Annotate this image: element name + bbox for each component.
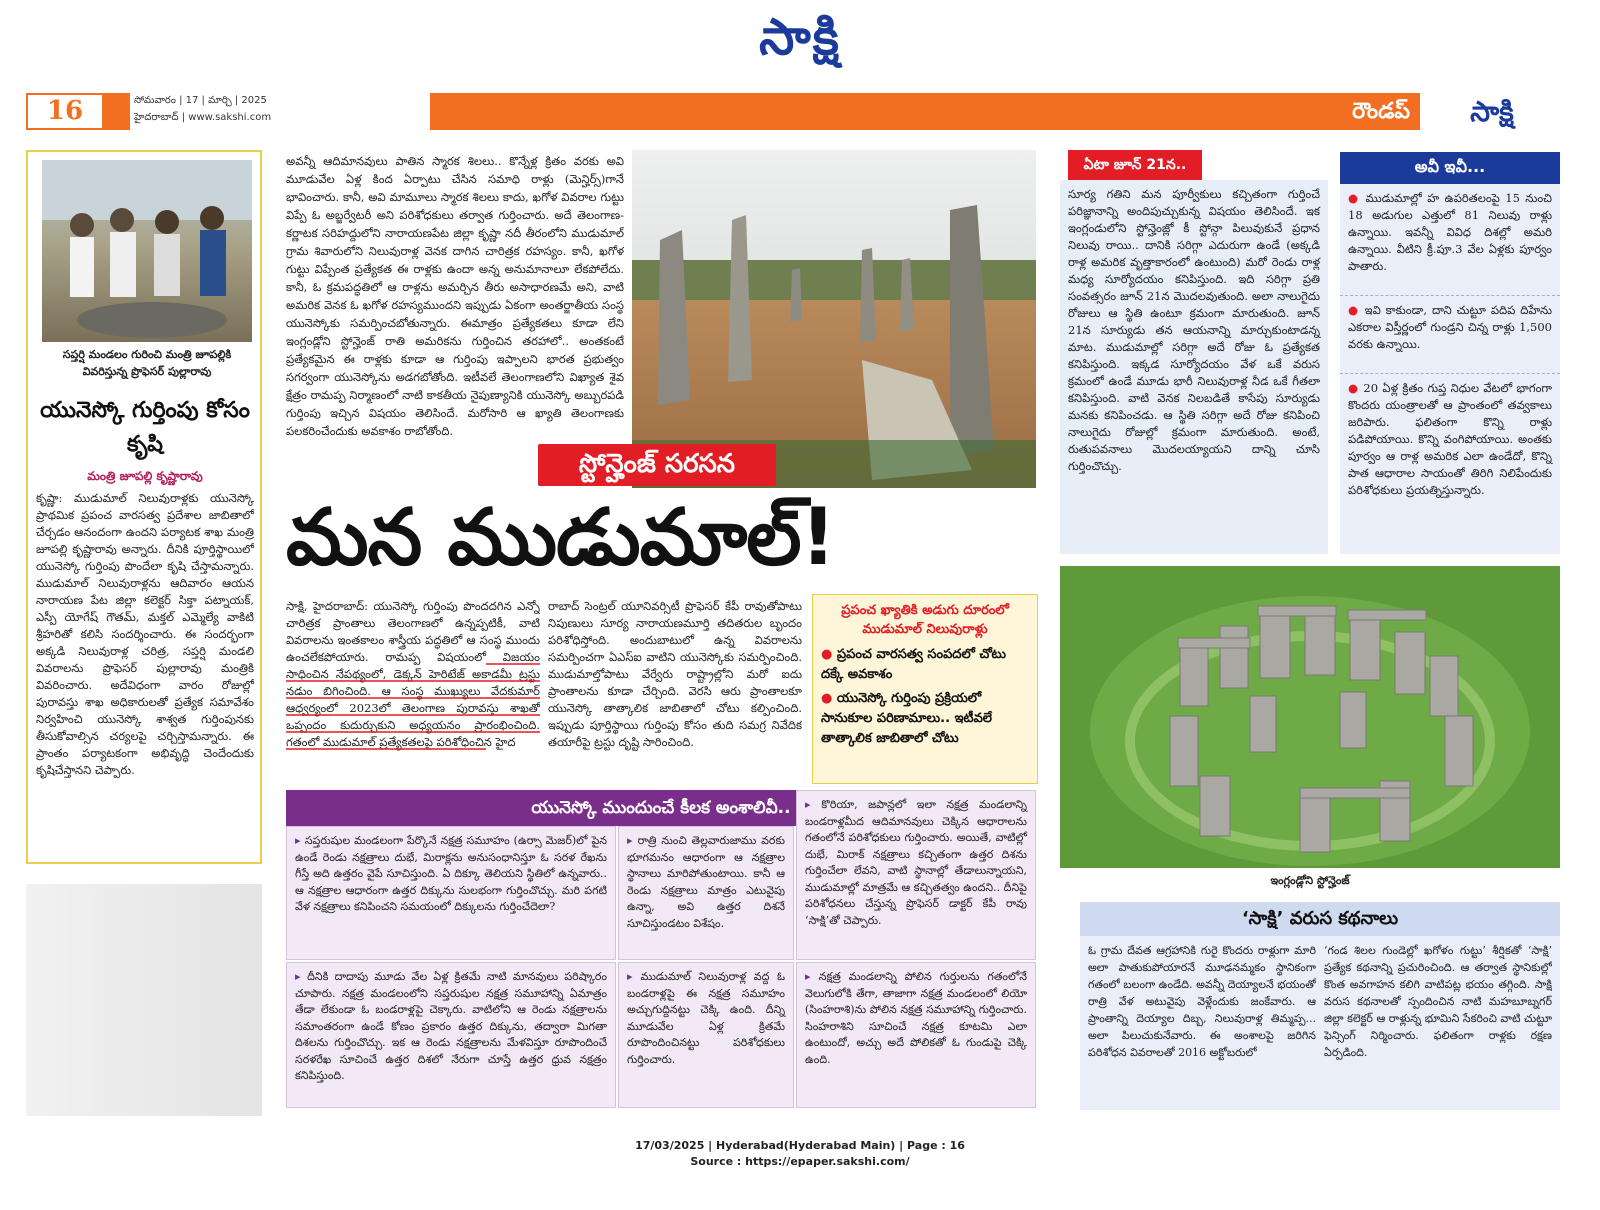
purple-cell-1: [286, 826, 616, 960]
footer-edition-line: 17/03/2025 | Hyderabad(Hyderabad Main) | Page : 16: [635, 1139, 965, 1152]
purple-cell-text: నక్షత్ర మండలాన్ని పోలిన గుర్తులను గతంలోనే వెలుగులోకి తేగా, తాజాగా నక్షత్ర మండలంలో లియో (సింహరాశి)ను పోలిన నక్షత్ర సమూహాన్ని గుర్తించారు. సింహరాశిని సూచించే నక్షత్ర కూటమి ఎలా ఉంటుందో, అచ్చు అదే పోలికతో ఓ గుండుపై చెక్కి ఉంది.: [805, 970, 1027, 1066]
purple-cell-6: [796, 962, 1036, 1108]
brand-logo-small: సాక్షి: [1420, 93, 1564, 130]
left-body-text: కృష్ణా: ముడుమాల్ నిలువురాళ్లకు యునెస్కో ప్రాథమిక ప్రపంచ వారసత్వ ప్రదేశాల జాబితాలో చేర్చడం ఆనందంగా ఉందని పర్యాటక శాఖ మంత్రి జూపల్లి కృష్ణారావు అన్నారు. దీనికి పూర్తిస్థాయిలో యునెస్కో గుర్తింపు పొందేలా కృషి చేస్తామన్నారు. ముడుమాల్ నిలువురాళ్లను ఆదివారం ఆయన నారాయణ పేట జిల్లా కలెక్టర్ సిక్తా పట్నాయక్, ఎస్పీ యోగేష్ గౌతమ్, మక్తల్ ఎమ్మెల్యే వాకిటి శ్రీహరితో కలిసి సందర్శించారు. ఈ సందర్భంగా అక్కడి నిలువురాళ్ల చరిత్ర, సప్తర్షి మండలి వివరాలను ప్రొఫెసర్ పుల్లారావు మంత్రికి వివరించారు. అదేవిధంగా వారం రోజుల్లో పురావస్తు శాఖ అధికారులతో ప్రత్యేక సమావేశం నిర్వహించి యునెస్కో శాశ్వత గుర్తింపునకు తీసుకోవాల్సిన చర్యలపై చర్చిస్తామన్నారు. ఈ ప్రాంతం పర్యాటకంగా అభివృద్ధి చెందేందుకు కృషిచేస్తానని చెప్పారు.: [36, 491, 254, 777]
minister-photo-illustration: [42, 160, 252, 342]
bullet-icon: ●: [821, 647, 837, 662]
purple-cell-2: [618, 826, 794, 960]
photo-caption: సప్తర్షి మండలం గురించి మంత్రి జూపల్లికి వివరిస్తున్న ప్రొఫెసర్ పుల్లారావు: [62, 348, 232, 378]
dateline: [130, 92, 430, 130]
left-byline: మంత్రి జూపల్లి కృష్ణారావు: [87, 469, 203, 483]
city-url-text: హైదరాబాద్ | www.sakshi.com: [134, 112, 272, 123]
purple-cell-text: దీనికి దాదాపు మూడు వేల ఏళ్ల క్రితమే నాటి మానవులు పరిష్కారం చూపారు. నక్షత్ర మండలంలోని సప్తరుషుల నక్షత్ర సమూహాన్ని ఏమాత్రం తేడా లేకుండా ఓ బండరాళ్లపై చెక్కారు. వాటిలోని ఆ రెండు నక్షత్రాలను సమాంతరంగా ఉండే కోణం ప్రకారం ఉత్తర దిక్కును, తద్వారా మిగతా దిశలను గుర్తించొచ్చు. ఇక ఆ రెండు నక్షత్రాలను మేళవిస్తూ రూపొందించే సరళరేఖ సూచించే ఉత్తర దిశలో నేరుగా చూస్తే ఉత్తర ధ్రువ నక్షత్రం కనిపిస్తుంది.: [295, 970, 608, 1082]
june-box: [1060, 180, 1328, 554]
series-column-1: ఓ గ్రామ దేవత ఆగ్రహానికి గురై కొందరు రాళ్లుగా మారి అలా పాతుకుపోయారనే మూఢనమ్మకం స్థానికంగా గతంలో బలంగా ఉండేది. అవన్నీ దెయ్యాలనే భయంతో రాత్రి వేళ అటువైపు వెళ్లేందుకు జంకేవారు. ఆ ప్రాంతాన్ని దెయ్యాల దిబ్బ, నిలువురాళ్ల తిమ్మప్ప... అలా పిలుచుకునేవారు. ఈ అంశాలపై జరిగిన పరిశోధన వివరాలతో 2016 అక్టోబరులో: [1088, 944, 1316, 1059]
fact-item-2: ● ఇవి కాకుండా, దాని చుట్టూ పదిప దిహేను ఎకరాల విస్తీర్ణంలో గుండ్రని చిన్న రాళ్లు 1,500 వరకు ఉన్నాయి.: [1340, 296, 1560, 374]
mudumal-photo-illustration: [632, 150, 1036, 488]
red-underlines: [286, 598, 542, 774]
bullet-icon: ●: [1348, 381, 1364, 395]
body-column-2: రాబాద్ సెంట్రల్ యూనివర్సిటీ ప్రొఫెసర్ కేపీ రావుతోపాటు నిపుణులు సూర్య నారాయణమూర్తి తదితరుల బృందం పరిశోధిస్తోంది. అందుబాటులో ఉన్న వివరాలను సమర్పించగా ఏఎస్ఐ వాటిని యునెస్కోకు సమర్పించింది. ముడుమాల్తోపాటు వేర్వేరు రాష్ట్రాల్లోని మరో ఐదు ప్రాంతాలను కూడా చేర్చింది. వెరసి ఆరు ప్రాంతాలకూ యునెస్కో తాత్కాలిక జాబితాలో చోటు కల్పించింది. ఇప్పుడు పూర్తిస్థాయి గుర్తింపు కోసం తుది సమగ్ర నివేదిక తయారీపై ట్రస్టు దృష్టి సారించింది.: [548, 599, 802, 749]
june-box-title: ఏటా జూన్ 21న..: [1068, 150, 1202, 180]
facts-box: [1340, 184, 1560, 554]
series-column-2: ‘గండ శిలల గుండెల్లో ఖగోళం గుట్టు’ శీర్షికతో ‘సాక్షి’ ప్రత్యేక కథనాన్ని ప్రచురించింది. ఆ తర్వాత స్థానికుల్లో కొంత అవగాహన కలిగి వాటిపట్ల భయం తగ్గింది. సాక్షి వరుస కథనాలతో స్పందించిన నాటి మహబూబ్నగర్ జిల్లా కలెక్టర్ ఆ రాళ్లున్న భూమిని సేకరించి వాటి చుట్టూ ఫెన్సింగ్ నిర్మించారు. ఫలితంగా రాళ్లకు రక్షణ ఏర్పడింది.: [1324, 944, 1552, 1059]
facts-box-title: అవీ ఇవీ...: [1340, 152, 1560, 184]
intro-text: అవన్నీ ఆదిమానవులు పాతిన స్మారక శిలలు.. కొన్నేళ్ల క్రితం వరకు అవి మూడువేల ఏళ్ల కింద ఏర్పాటు చేసిన సమాధి రాళ్లు (మెన్హిర్స్)గానే భావించారు. కానీ, అవి మామూలు స్మారక శిలలు కాదు, ఖగోళ వివరాల గుట్టు విప్పే ఓ అబ్జర్వేటరీ అని పరిశోధకులు తర్వాత గుర్తించారు. అదే తెలంగాణ-కర్ణాటక సరిహద్దులోని నారాయణపేట జిల్లా కృష్ణా నదీ తీరంలోని ముడుమాల్ గ్రామ శివారులోని నిలువురాళ్ల వెనక దాగిన చారిత్రక రహస్యం. కానీ, ఖగోళ గుట్టు విప్పేంత ప్రత్యేకత ఈ రాళ్లకు ఉందా అన్న అనుమానాలూ లేకపోలేదు. కానీ, ఓ క్రమపద్ధతిలో ఆ రాళ్లను అమర్చిన తీరు అసాధారణమే అని, వాటి అమరిక వెనక ఓ ఖగోళ రహస్యముందని ఇప్పుడు ఏకంగా అంతర్జాతీయ సంస్థ యునెస్కోకు సమర్పించబోతున్నారు. ఈమాత్రం ప్రత్యేకతలు కూడా లేని ఇంగ్లండ్లోని స్టోన్హెంజ్ రాతి అమరికను గుర్తించిన తరహాలో.. అంతకంటే ప్రత్యేకమైన ఈ రాళ్లకు కూడా ఆ గుర్తింపు ఇప్పాలని భారత ప్రభుత్వం సగర్వంగా యునెస్కోను అడగబోతోంది. ఇటీవలే తెలంగాణలోని విఖ్యాత శైవ క్షేత్రం రామప్ప నిర్మాణంలో నాటి కాకతీయ నైపుణ్యానికి యునెస్కో అబ్బురపడి గుర్తింపు ఇచ్చిన విషయం తెలిసిందే. మరోసారి ఆ ఖ్యాతి తెలంగాణకు పలకరించేందుకు అవకాశం రాబోతోంది.: [286, 154, 624, 438]
arrow-icon: ▸: [295, 970, 308, 983]
page-number: 16: [26, 93, 104, 130]
stonehenge-photo: [1060, 566, 1560, 868]
purple-cell-5: [618, 962, 794, 1108]
faded-region: [26, 884, 262, 1116]
bullet-icon: ●: [1348, 191, 1366, 205]
masthead-logo: సాక్షి: [759, 8, 841, 66]
footer: [0, 1138, 1600, 1170]
arrow-icon: ▸: [627, 834, 638, 847]
arrow-icon: ▸: [295, 834, 305, 847]
highlight-point-1: ● ప్రపంచ వారసత్వ సంపదలో చోటు దక్కే అవకాశం: [821, 647, 1006, 682]
date-text: సోమవారం | 17 | మార్చి | 2025: [134, 95, 267, 106]
highlight-title: ప్రపంచ ఖ్యాతికి అడుగు దూరంలో ముడుమాల్ నిలువురాళ్లు: [841, 603, 1009, 637]
fact-item-1: ● ముడుమాల్లో హ ఉపరితలంపై 15 నుంచి 18 అడుగుల ఎత్తులో 81 నిలువు రాళ్లు ఉన్నాయి. ఇవన్నీ వివిధ దిశల్లో అమరి ఉన్నాయి. వీటిని క్రీ.పూ.3 వేల ఏళ్లకు పూర్వం పాతారు.: [1340, 184, 1560, 296]
stonehenge-caption: ఇంగ్లండ్లోని స్టోన్హెంజ్: [1270, 874, 1350, 887]
kicker-label: స్టోన్హెంజ్ సరసన: [538, 444, 776, 486]
bullet-icon: ●: [1348, 303, 1365, 317]
footer-source-line: Source : https://epaper.sakshi.com/: [690, 1155, 910, 1168]
arrow-icon: ▸: [805, 970, 819, 983]
june-box-text: సూర్య గతిని మన పూర్వీకులు కచ్చితంగా గుర్తించే పరిజ్ఞానాన్ని అందిపుచ్చుకున్న విషయం తెలిసిందే. ఇక ఇంగ్లండులోని స్టోన్హెంజ్లో కీ స్టోన్గా పిలువుకునే ప్రధాన నిలువు రాయి.. దానికి సరిగ్గా ఎదురుగా ఉండే (అక్కడి రాళ్ల అమరిక వృత్తాకారంలో ఉంటుంది) మరో రెండు రాళ్ల మధ్య సూర్యోదయం కనిపిస్తుంది. ఇది సరిగ్గా ప్రతి సంవత్సరం జూన్ 21న మొదలవుతుంది. అలా నాలుగైదు రోజులు ఆ స్థితి ఉంటూ క్రమంగా మారుతుంది. జూన్ 21న సూర్యుడు తన ఆయనాన్ని మార్చుకుంటాడన్న మాట. ముడుమాల్లో సరిగ్గా అదే రోజు ఓ ప్రత్యేకత కనిపిస్తుంది. ఇక్కడ సూర్యోదయం వేళ ఒకే వరుస క్రమంలో ఉండే మూడు భారీ నిలువురాళ్ల నీడ ఒకే గీతలా కనిపిస్తుంది. వాటి వెనక నిలబడితే కాసేపు సూర్యుడు మనకు కనిపించడు. ఆ స్థితి సరిగ్గా అదే రోజు కనిపించి నాలుగైదు రోజుల్లో క్రమంగా మారుతుంది. అంటే, రుతుపవనాలు మొదలయ్యాయని దాన్ని చూసి గుర్తించొచ్చు.: [1068, 187, 1320, 473]
bullet-icon: ●: [821, 691, 837, 706]
purple-cell-text: సప్తరుషుల మండలంగా పేర్కొనే నక్షత్ర సమూహం (ఉర్సా మెజర్)లో పైన ఉండే రెండు నక్షత్రాలు దుభే, మిరాక్లను అనుసంధానిస్తూ ఓ సరళ రేఖను గీస్తే అది ఉత్తరం వైపే సూచిస్తుంది. ఏ దిక్కూ తెలియని స్థితిలో ఉన్నవారు.. ఆ నక్షత్రాల ఆధారంగా ఉత్తర దిక్కును సులభంగా గుర్తించొచ్చు. మరి పగటి వేళ నక్షత్రాలు కనిపించని సమయంలో దిక్కులను గుర్తించేదెలా?: [295, 834, 607, 913]
mudumal-stones-photo: [632, 150, 1036, 488]
purple-section-title: యునెస్కో ముందుంచే కీలక అంశాలివీ..: [286, 790, 1036, 826]
purple-cell-text: కొరియా, జపాన్లలో ఇలా నక్షత్ర మండలాన్ని బండరాళ్లమీద ఆదిమానవులు చెక్కిన ఆధారాలను గతంలోనే పరిశోధకులు గుర్తించారు. అయితే, వాటిల్లో దుభే, మిరాక్ నక్షత్రాలు కచ్చితంగా ఉత్తర దిశను గుర్తించేలా లేవని, వాటి స్థానాల్లో తేడాలున్నాయని, ముడుమాల్లో మాత్రమే ఆ కచ్చితత్వం ఉందని.. దీనిపై పరిశోధనలు చేస్తున్న ప్రొఫెసర్ డాక్టర్ కేపీ రావు ‘సాక్షి’తో చెప్పారు.: [805, 798, 1027, 927]
purple-cell-3: [796, 790, 1036, 960]
body-column-1: సాక్షి, హైదరాబాద్: యునెస్కో గుర్తింపు పొందదగిన ఎన్నో చారిత్రక ప్రాంతాలు తెలంగాణలో ఉన్నప్పటికీ, వాటి వివరాలను ఇంతకాలం శాస్త్రీయ పద్ధతిలో ఆ సంస్థ ముందు ఉంచలేకపోయారు. రామప్ప విషయంలో విజయం సాధించిన నేపథ్యంలో, డెక్కన్ హెరిటేజ్ అకాడమీ ట్రస్టు నడుం బిగించింది. ఆ సంస్థ ముఖ్యులు వేదకుమార్ ఆధ్వర్యంలో 2023లో తెలంగాణ పురావస్తు శాఖతో ఒప్పందం కుదుర్చుకుని అధ్యయనం ప్రారంభించింది. గతంలో ముడుమాల్ ప్రత్యేకతలపై పరిశోధించిన హైద: [286, 599, 540, 749]
arrow-icon: ▸: [805, 798, 822, 811]
purple-cell-4: [286, 962, 616, 1108]
purple-cell-text: రాత్రి నుంచి తెల్లవారుజాము వరకు భూగమనం ఆధారంగా ఆ నక్షత్రాల స్థానాలు మారిపోతుంటాయి. కానీ ఆ రెండు నక్షత్రాలు మాత్రం ఎటువైపు ఉన్నా, అవి ఉత్తర దిశనే సూచిస్తుండటం విశేషం.: [627, 834, 785, 930]
minister-photo: [42, 160, 252, 342]
highlight-box: [812, 594, 1038, 784]
section-title: రౌండప్: [1352, 99, 1410, 124]
highlight-point-2: ● యునెస్కో గుర్తింపు ప్రక్రియలో సానుకూల పరిణామాలు.. ఇటీవలే తాత్కాలిక జాబితాలో చోటు: [821, 691, 993, 746]
main-headline: మన ముడుమాల్!: [286, 493, 836, 583]
stonehenge-illustration: [1060, 566, 1560, 868]
left-headline: యునెస్కో గుర్తింపు కోసం కృషి: [40, 398, 250, 457]
series-box-title: ‘సాక్షి’ వరుస కథనాలు: [1080, 902, 1560, 936]
purple-cell-text: ముడుమాల్ నిలువురాళ్ల వద్ద ఓ బండరాళ్లపై ఈ నక్షత్ర సమూహం అచ్చుగుద్దినట్టు చెక్కి ఉంది. దీన్ని మూడువేల ఏళ్ల క్రితమే రూపొందించినట్టు పరిశోధకులు గుర్తించారు.: [627, 970, 785, 1066]
arrow-icon: ▸: [627, 970, 641, 983]
fact-item-3: ● 20 ఏళ్ల క్రితం గుప్త నిధుల వేటలో భాగంగా కొందరు యంత్రాలతో ఆ ప్రాంతంలో తవ్వకాలు జరిపారు. ఫలితంగా కొన్ని రాళ్లు పడిపోయాయి. కొన్ని వంగిపోయాయి. అంతకు పూర్వం ఆ రాళ్ల అమరిక ఎలా ఉండేదో, కొన్ని పాత ఆధారాల సాయంతో తిరిగి నిలిపేందుకు పరిశోధకులు ప్రయత్నిస్తున్నారు.: [1348, 381, 1553, 497]
